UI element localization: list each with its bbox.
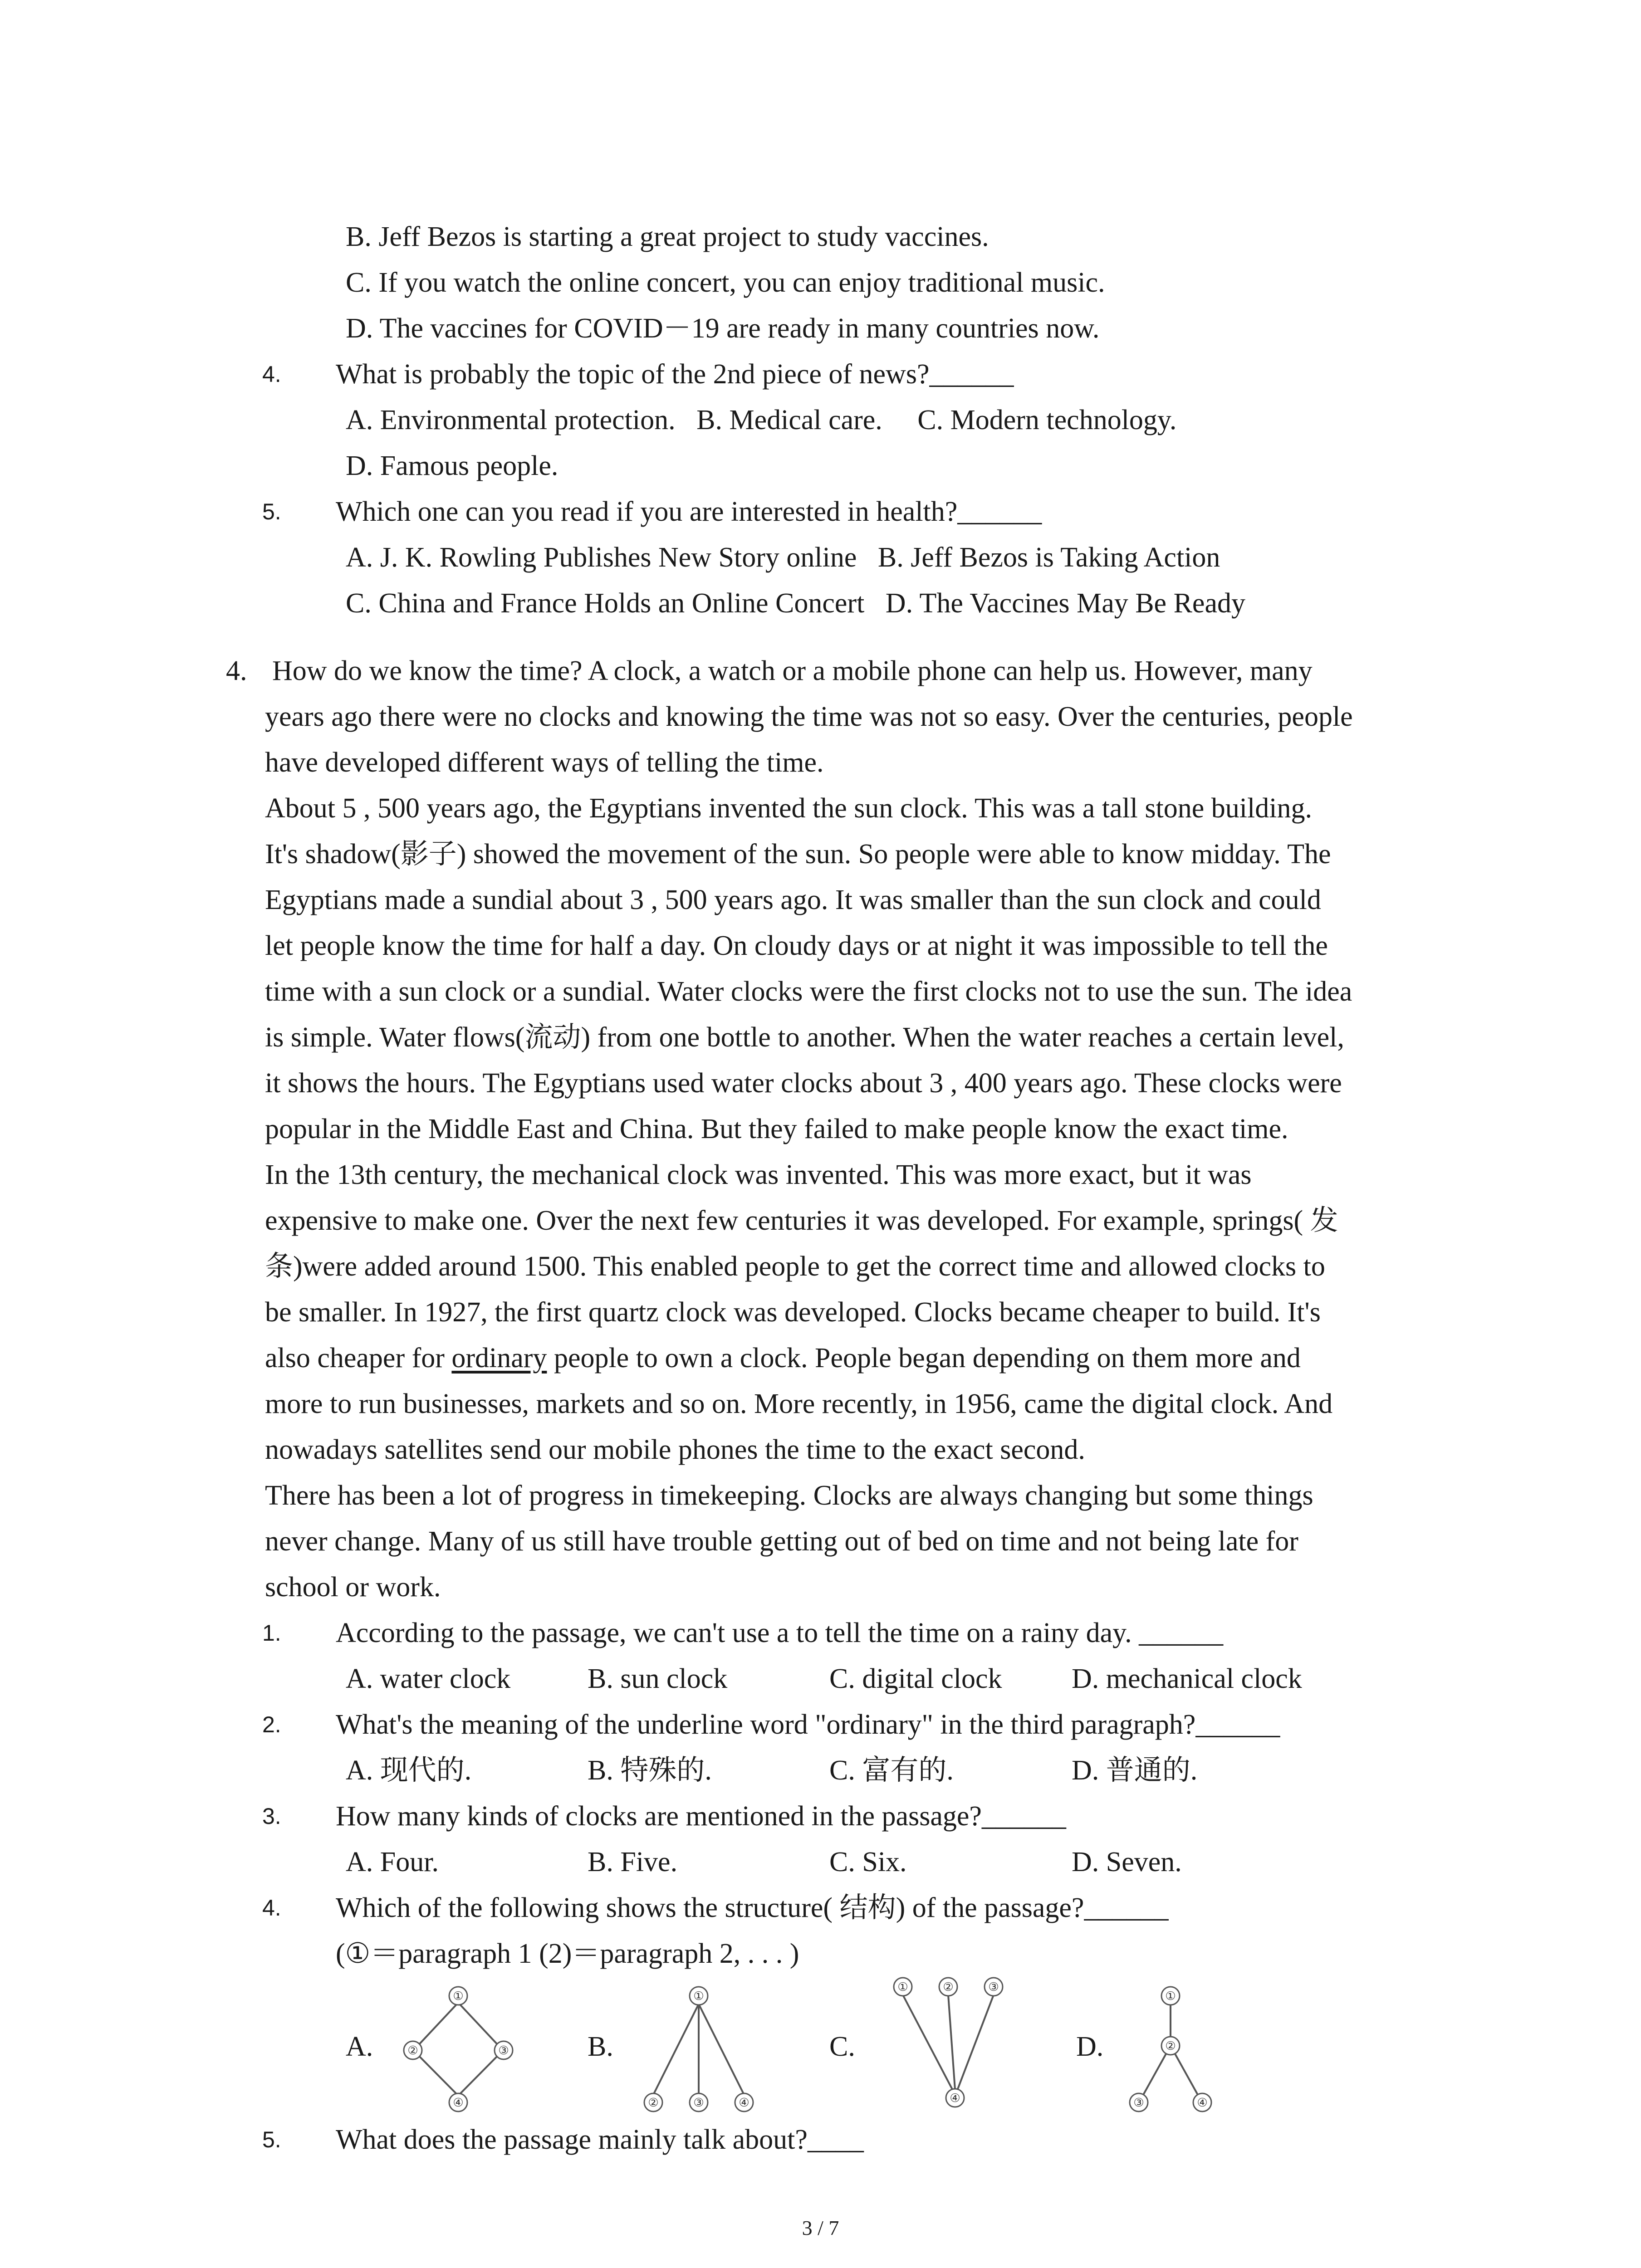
underlined-word-ordinary: ordinary [451, 1343, 547, 1374]
node-label: ② [648, 2096, 659, 2110]
subq3-number: 3. [262, 1804, 281, 1829]
passage-line: more to run businesses, markets and so on. More recently, in 1956, came the digital clock. And [265, 1388, 1333, 1419]
subq3-question: How many kinds of clocks are mentioned in the passage?______ [336, 1801, 1066, 1832]
structure-diagram-c [885, 1973, 1030, 2114]
prev-q5-options-line1: A. J. K. Rowling Publishes New Story online B. Jeff Bezos is Taking Action [346, 542, 1220, 573]
subq4-option-c-label: C. [829, 2031, 855, 2062]
subq2-option-a: A. 现代的. [346, 1755, 472, 1786]
subq4-option-b-label: B. [588, 2031, 613, 2062]
node-label: ① [1165, 1989, 1176, 2003]
subq4-option-d-label: D. [1076, 2031, 1104, 2062]
subq2-question: What's the meaning of the underline word "ordinary" in the third paragraph?______ [336, 1709, 1280, 1740]
node-label: ② [1165, 2039, 1176, 2053]
node-label: ① [453, 1989, 464, 2003]
prev-q3-option-d: D. The vaccines for COVID－19 are ready in many countries now. [346, 313, 1100, 344]
passage-line: popular in the Middle East and China. But they failed to make people know the exact time. [265, 1114, 1288, 1144]
structure-diagram-b [626, 1982, 771, 2118]
subq3-option-b: B. Five. [588, 1847, 678, 1877]
passage-line: years ago there were no clocks and knowing the time was not so easy. Over the centuries, people [265, 701, 1353, 732]
passage-line: nowadays satellites send our mobile phones the time to the exact second. [265, 1434, 1085, 1465]
node-label: ④ [1197, 2096, 1208, 2110]
subq1-option-c: C. digital clock [829, 1663, 1002, 1694]
prev-q5-question: Which one can you read if you are interested in health?______ [336, 496, 1042, 527]
subq1-option-b: B. sun clock [588, 1663, 728, 1694]
node-label: ② [407, 2044, 418, 2058]
subq4-note: (①＝paragraph 1 (2)＝paragraph 2, . . . ) [336, 1938, 799, 1969]
passage-line: Egyptians made a sundial about 3 , 500 years ago. It was smaller than the sun clock and could [265, 885, 1321, 915]
passage-line: How do we know the time? A clock, a watch or a mobile phone can help us. However, many [272, 655, 1313, 686]
passage-line: time with a sun clock or a sundial. Water clocks were the first clocks not to use the sun. The idea [265, 976, 1352, 1007]
prev-q4-options-line1: A. Environmental protection. B. Medical care. C. Modern technology. [346, 405, 1177, 435]
node-label: ③ [1133, 2096, 1144, 2110]
page-number: 3 / 7 [802, 2216, 839, 2239]
subq5-question: What does the passage mainly talk about?____ [336, 2124, 864, 2155]
subq3-option-d: D. Seven. [1072, 1847, 1182, 1877]
passage-line: In the 13th century, the mechanical clock was invented. This was more exact, but it was [265, 1159, 1252, 1190]
passage-line: school or work. [265, 1572, 441, 1603]
prev-q4-question: What is probably the topic of the 2nd piece of news?______ [336, 359, 1014, 390]
subq2-option-b: B. 特殊的. [588, 1755, 712, 1786]
passage-line: be smaller. In 1927, the first quartz clock was developed. Clocks became cheaper to build. It's [265, 1297, 1321, 1328]
passage-line: is simple. Water flows(流动) from one bottle to another. When the water reaches a certain level, [265, 1022, 1344, 1053]
node-label: ① [897, 1980, 908, 1994]
prev-q3-option-c: C. If you watch the online concert, you can enjoy traditional music. [346, 267, 1105, 298]
subq4-option-a-label: A. [346, 2031, 373, 2062]
prev-q4-options-line2: D. Famous people. [346, 450, 558, 481]
subq1-option-d: D. mechanical clock [1072, 1663, 1302, 1694]
node-label: ② [943, 1980, 954, 1994]
subq2-option-c: C. 富有的. [829, 1755, 954, 1786]
passage-line: 条)were added around 1500. This enabled people to get the correct time and allowed clocks to [265, 1251, 1325, 1282]
passage-line: There has been a lot of progress in timekeeping. Clocks are always changing but some things [265, 1480, 1313, 1511]
node-label: ③ [988, 1980, 999, 1994]
prev-q3-option-b: B. Jeff Bezos is starting a great project to study vaccines. [346, 221, 989, 252]
passage-line-with-underline [265, 1340, 1301, 1376]
subq1-question: According to the passage, we can't use a to tell the time on a rainy day. ______ [336, 1618, 1224, 1648]
passage-line: it shows the hours. The Egyptians used water clocks about 3 , 400 years ago. These clocks were [265, 1068, 1342, 1099]
prev-q4-number: 4. [262, 362, 281, 387]
passage-text: also cheaper for [265, 1343, 452, 1374]
passage-text: people to own a clock. People began depending on them more and [547, 1343, 1301, 1374]
node-label: ① [693, 1989, 704, 2003]
subq3-option-c: C. Six. [829, 1847, 907, 1877]
node-label: ③ [498, 2044, 509, 2058]
subq2-option-d: D. 普通的. [1072, 1755, 1198, 1786]
passage-line: never change. Many of us still have trouble getting out of bed on time and not being late for [265, 1526, 1298, 1557]
node-label: ④ [950, 2092, 960, 2105]
structure-diagram-d [1121, 1982, 1239, 2118]
passage-line: It's shadow(影子) showed the movement of the sun. So people were able to know midday. The [265, 839, 1331, 870]
subq4-question: Which of the following shows the structure( 结构) of the passage?______ [336, 1892, 1169, 1923]
node-label: ④ [739, 2096, 749, 2110]
subq1-number: 1. [262, 1620, 281, 1646]
subq3-option-a: A. Four. [346, 1847, 439, 1877]
passage-line: expensive to make one. Over the next few centuries it was developed. For example, springs( 发 [265, 1205, 1338, 1236]
node-label: ③ [693, 2096, 704, 2110]
subq5-number: 5. [262, 2127, 281, 2152]
subq1-option-a: A. water clock [346, 1663, 511, 1694]
subq2-number: 2. [262, 1712, 281, 1737]
subq4-number: 4. [262, 1895, 281, 1921]
structure-diagram-a [395, 1982, 522, 2118]
prev-q5-number: 5. [262, 499, 281, 524]
passage-line: About 5 , 500 years ago, the Egyptians invented the sun clock. This was a tall stone building. [265, 793, 1312, 824]
passage-line: let people know the time for half a day. On cloudy days or at night it was impossible to tell the [265, 930, 1328, 961]
prev-q5-options-line2: C. China and France Holds an Online Concert D. The Vaccines May Be Ready [346, 588, 1245, 619]
passage-line: have developed different ways of telling the time. [265, 747, 824, 778]
node-label: ④ [453, 2096, 464, 2110]
question4-number: 4. [226, 655, 247, 686]
